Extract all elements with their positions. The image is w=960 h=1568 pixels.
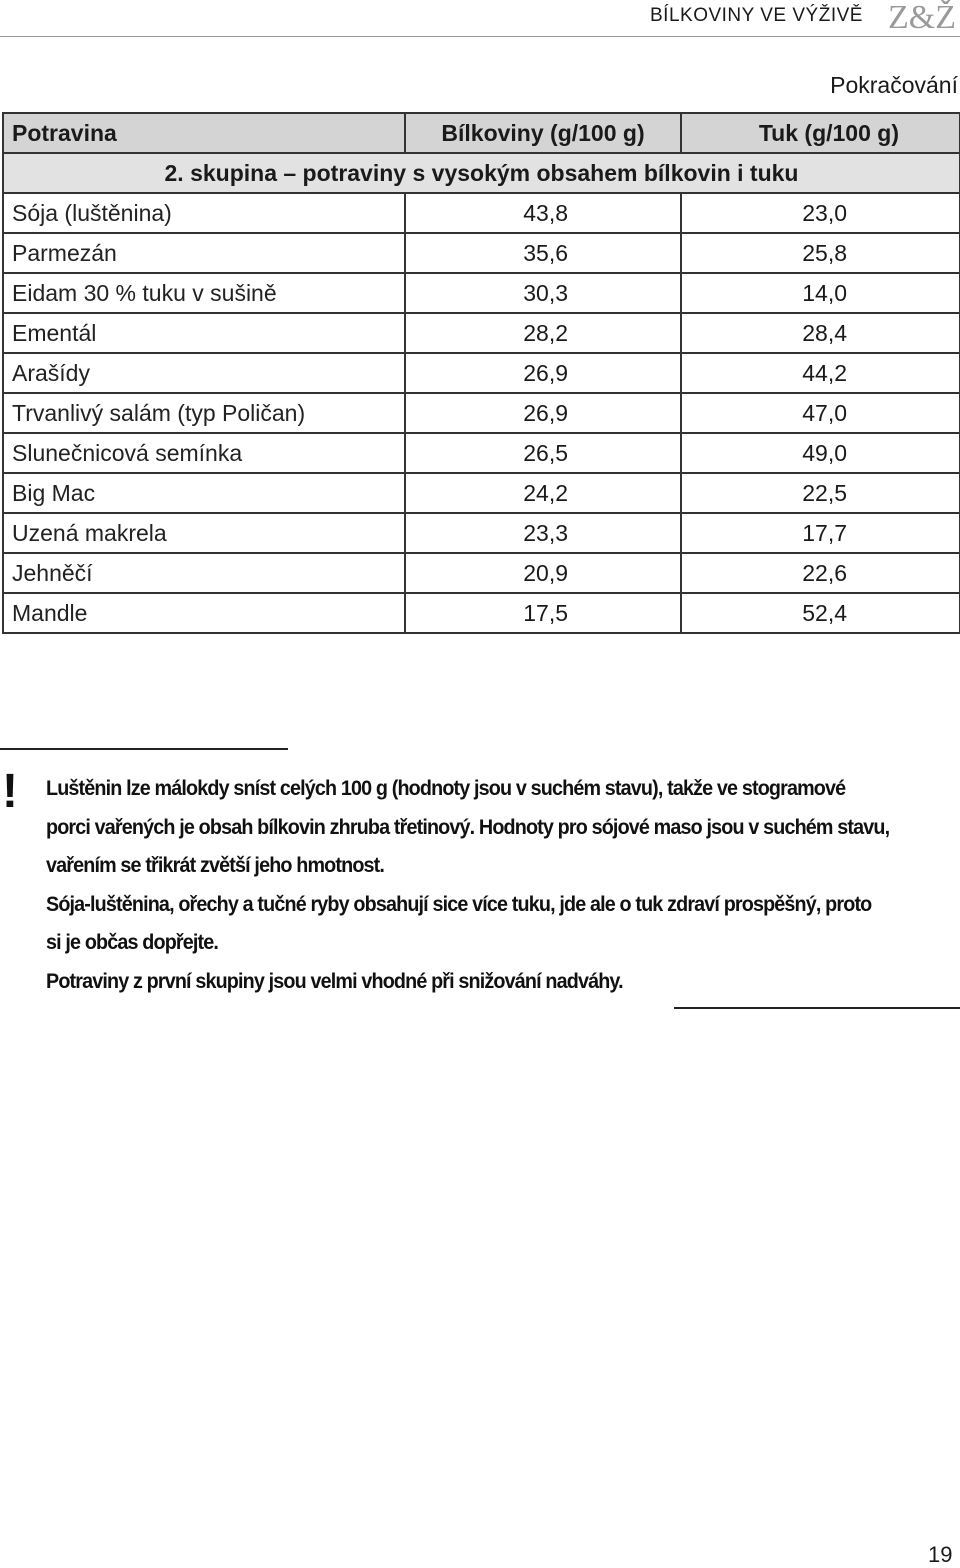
protein-value: 28,2 [405,313,681,353]
table-row [3,273,960,313]
note-line: si je občas dopřejte. [46,931,219,954]
food-name: Mandle [3,593,405,633]
header-title: BÍLKOVINY VE VÝŽIVĚ [650,5,863,26]
note-line: Sója-luštěnina, ořechy a tučné ryby obsahují sice více tuku, jde ale o tuk zdraví prospěšný, proto [46,892,872,916]
note-line: Potraviny z první skupiny jsou velmi vhodné při snižování nadváhy. [46,969,623,993]
group-title-row [3,153,960,193]
table-row [3,393,960,433]
table-row [3,513,960,553]
column-header-protein: Bílkoviny (g/100 g) [405,113,681,153]
protein-value: 26,9 [405,393,681,433]
fat-value: 22,6 [681,553,960,593]
table-row [3,553,960,593]
protein-value: 30,3 [405,273,681,313]
table-row [3,353,960,393]
fat-value: 25,8 [681,233,960,273]
table-header-row [3,113,960,153]
food-name: Parmezán [3,233,405,273]
table-row [3,593,960,633]
header-divider [0,36,960,37]
food-name: Slunečnicová semínka [3,433,405,473]
fat-value: 52,4 [681,593,960,633]
food-name: Big Mac [3,473,405,513]
fat-value: 17,7 [681,513,960,553]
note-text [46,770,905,1001]
note-box [0,748,960,1010]
protein-value: 35,6 [405,233,681,273]
note-top-rule [0,748,288,750]
protein-value: 26,5 [405,433,681,473]
food-name: Ementál [3,313,405,353]
page-header [0,0,960,40]
note-line: vařením se třikrát zvětší jeho hmotnost. [46,854,385,877]
publisher-logo: Z&Ž [888,0,956,36]
food-name: Jehněčí [3,553,405,593]
protein-value: 23,3 [405,513,681,553]
page-number: 19 [928,1542,953,1567]
column-header-food: Potravina [3,113,405,153]
table-row [3,193,960,233]
fat-value: 44,2 [681,353,960,393]
continued-label: Pokračování [830,72,958,98]
protein-value: 17,5 [405,593,681,633]
food-name: Eidam 30 % tuku v sušině [3,273,405,313]
column-header-fat: Tuk (g/100 g) [681,113,960,153]
note-bottom-rule [674,1007,960,1009]
food-name: Trvanlivý salám (typ Poličan) [3,393,405,433]
fat-value: 23,0 [681,193,960,233]
fat-value: 49,0 [681,433,960,473]
protein-value: 24,2 [405,473,681,513]
nutrition-table [2,112,960,634]
table-row [3,313,960,353]
table-row [3,473,960,513]
food-name: Arašídy [3,353,405,393]
note-line: Luštěnin lze málokdy sníst celých 100 g (hodnoty jsou v suchém stavu), takže ve stogramové [46,777,846,800]
protein-value: 43,8 [405,193,681,233]
fat-value: 14,0 [681,273,960,313]
protein-value: 20,9 [405,553,681,593]
group-title: 2. skupina – potraviny s vysokým obsahem bílkovin i tuku [3,153,960,193]
fat-value: 47,0 [681,393,960,433]
food-name: Uzená makrela [3,513,405,553]
exclamation-icon: ! [2,765,18,818]
protein-value: 26,9 [405,353,681,393]
note-line: porci vařených je obsah bílkovin zhruba třetinový. Hodnoty pro sójové maso jsou v suchém stavu, [46,815,890,839]
food-name: Sója (luštěnina) [3,193,405,233]
fat-value: 28,4 [681,313,960,353]
table-row [3,433,960,473]
table-row [3,233,960,273]
fat-value: 22,5 [681,473,960,513]
